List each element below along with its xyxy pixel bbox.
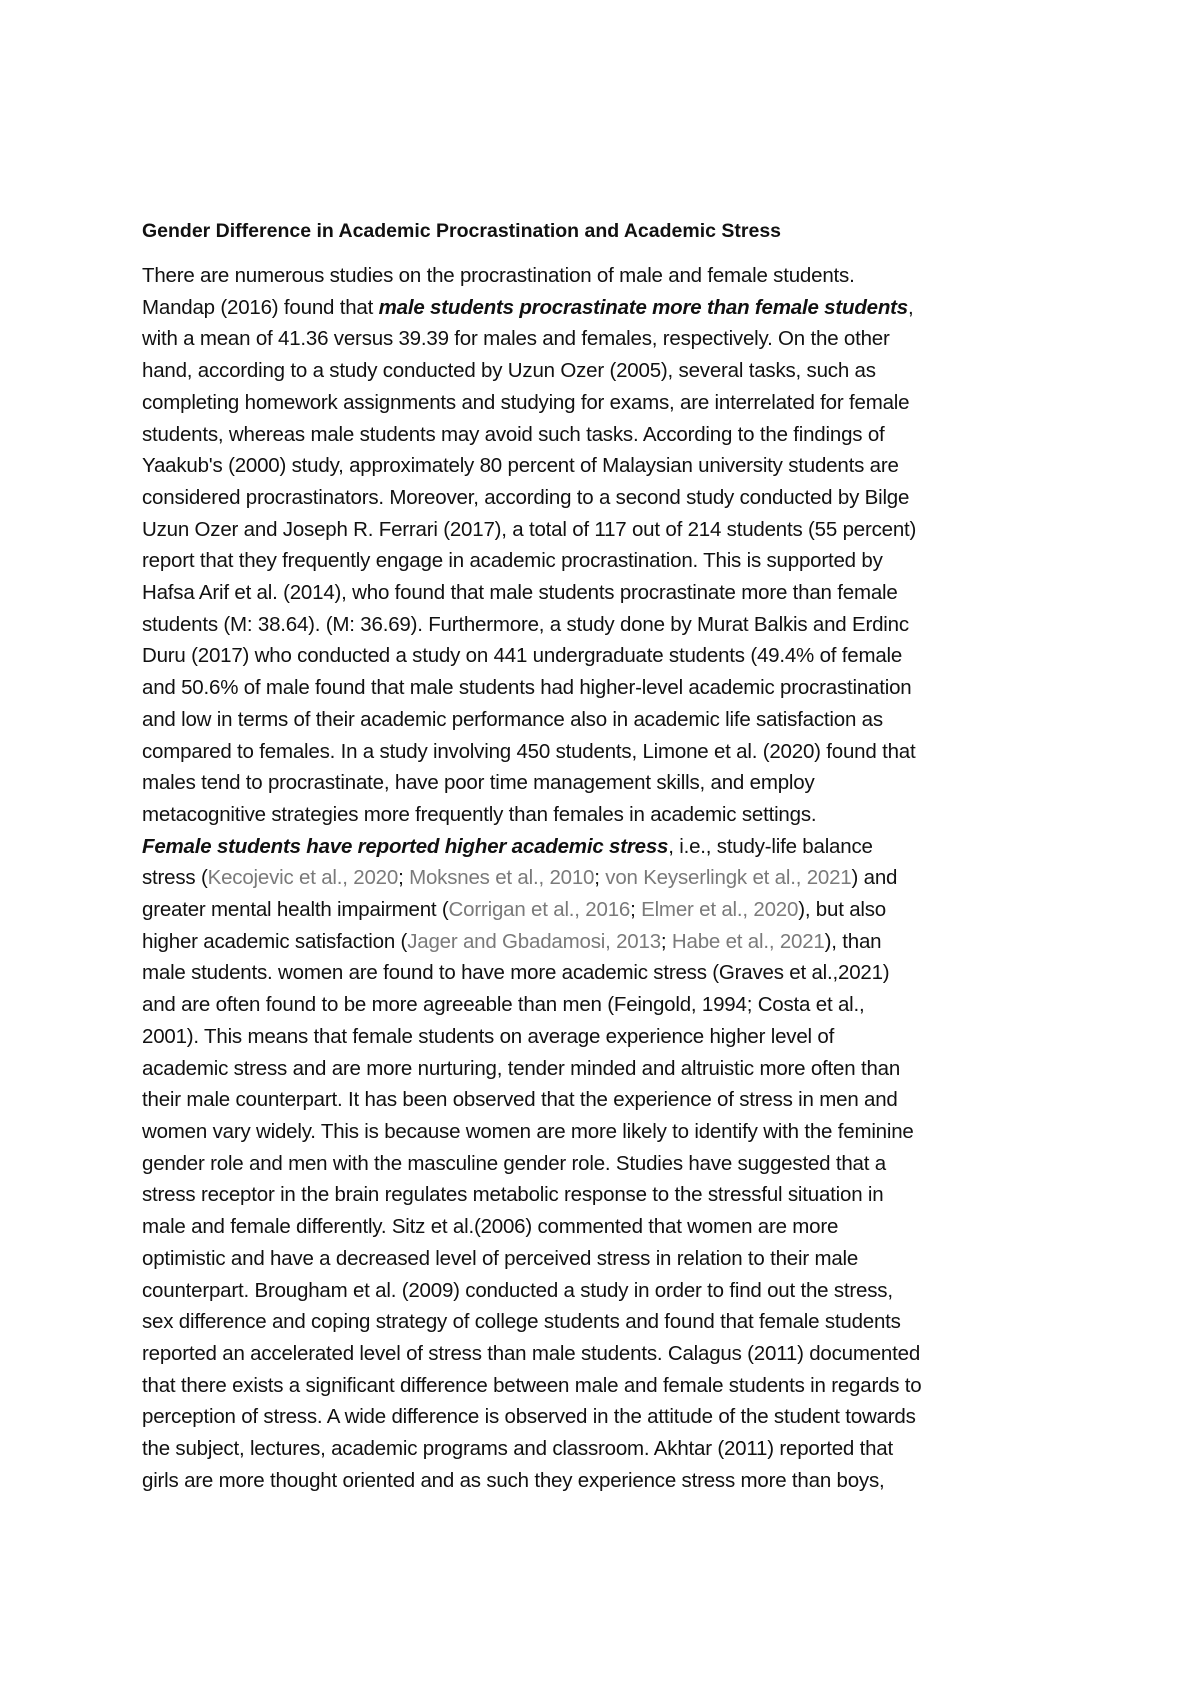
text-segment: academic stress and are more nurturing, tender minded and altruistic more often than (142, 1056, 901, 1080)
text-line (142, 355, 1082, 387)
text-line (142, 609, 1082, 641)
text-line (142, 1021, 1082, 1053)
text-segment: Hafsa Arif et al. (2014), who found that male students procrastinate more than female (142, 581, 898, 605)
text-line (142, 482, 1082, 514)
text-line (142, 1465, 1082, 1497)
citation-link: Habe et al., 2021 (671, 929, 825, 953)
text-line (142, 704, 1082, 736)
text-line (142, 1179, 1082, 1211)
text-line (142, 1338, 1082, 1370)
text-segment: ; (660, 929, 672, 953)
text-line (142, 640, 1082, 672)
text-segment: students, whereas male students may avoid such tasks. According to the findings of (142, 422, 885, 446)
text-segment: women vary widely. This is because women are more likely to identify with the feminine (142, 1119, 914, 1143)
text-segment: perception of stress. A wide difference is observed in the attitude of the student towards (142, 1405, 916, 1429)
text-segment: Uzun Ozer and Joseph R. Ferrari (2017), a total of 117 out of 214 students (55 percent) (142, 517, 917, 541)
text-line (142, 831, 1082, 863)
text-segment: ; (398, 866, 410, 890)
text-segment: ; (594, 866, 606, 890)
section-heading: Gender Difference in Academic Procrastination and Academic Stress (142, 220, 782, 242)
text-segment: ) and (851, 866, 898, 890)
text-segment: males tend to procrastinate, have poor time management skills, and employ (142, 771, 815, 795)
text-line (142, 767, 1082, 799)
text-segment: There are numerous studies on the procrastination of male and female students. (142, 264, 855, 287)
text-segment: girls are more thought oriented and as such they experience stress more than boys, (142, 1468, 885, 1492)
text-line (142, 989, 1082, 1021)
text-segment: 2001). This means that female students on average experience higher level of (142, 1024, 835, 1048)
text-segment: , (908, 295, 914, 319)
text-line (142, 672, 1082, 704)
emphasized-text: Female students have reported higher academic stress (142, 834, 669, 858)
text-segment: ; (630, 898, 642, 922)
citation-link: Moksnes et al., 2010 (409, 866, 595, 890)
text-segment: and 50.6% of male found that male students had higher-level academic procrastination (142, 676, 912, 700)
text-segment: gender role and men with the masculine gender role. Studies have suggested that a (142, 1151, 886, 1175)
text-segment: sex difference and coping strategy of college students and found that female students (142, 1310, 901, 1334)
text-segment: ), than (824, 929, 882, 953)
text-segment: that there exists a significant difference between male and female students in regards to (142, 1373, 922, 1397)
text-segment: optimistic and have a decreased level of perceived stress in relation to their male (142, 1246, 859, 1270)
text-segment: male and female differently. Sitz et al.(2006) commented that women are more (142, 1215, 839, 1239)
text-line (142, 799, 1082, 831)
text-line (142, 545, 1082, 577)
text-segment: with a mean of 41.36 versus 39.39 for males and females, respectively. On the other (142, 327, 890, 351)
citation-link: Kecojevic et al., 2020 (207, 866, 399, 890)
text-segment: stress ( (142, 866, 208, 890)
text-line (142, 260, 1082, 292)
text-line (142, 1275, 1082, 1307)
citation-link: Corrigan et al., 2016 (448, 898, 631, 922)
document-page (142, 218, 1082, 1496)
text-segment: metacognitive strategies more frequently than females in academic settings. (142, 802, 817, 826)
text-segment: completing homework assignments and studying for exams, are interrelated for female (142, 390, 910, 414)
text-line (142, 736, 1082, 768)
text-segment: male students. women are found to have more academic stress (Graves et al.,2021) (142, 961, 890, 985)
body-paragraph (142, 260, 1082, 1496)
text-line (142, 577, 1082, 609)
text-segment: considered procrastinators. Moreover, according to a second study conducted by Bilge (142, 485, 910, 509)
text-line (142, 387, 1082, 419)
text-segment: ), but also (798, 898, 887, 922)
text-segment: report that they frequently engage in academic procrastination. This is supported by (142, 549, 883, 573)
text-line (142, 957, 1082, 989)
text-line (142, 1401, 1082, 1433)
text-segment: reported an accelerated level of stress than male students. Calagus (2011) documented (142, 1341, 921, 1365)
text-line (142, 1433, 1082, 1465)
text-segment: Duru (2017) who conducted a study on 441 undergraduate students (49.4% of female (142, 644, 903, 668)
text-segment: and are often found to be more agreeable than men (Feingold, 1994; Costa et al., (142, 993, 865, 1017)
citation-link: von Keyserlingk et al., 2021 (605, 866, 852, 890)
citation-link: Elmer et al., 2020 (641, 898, 799, 922)
text-line (142, 323, 1082, 355)
text-line (142, 926, 1082, 958)
text-line (142, 450, 1082, 482)
text-line (142, 1116, 1082, 1148)
text-segment: counterpart. Brougham et al. (2009) conducted a study in order to find out the stress, (142, 1278, 893, 1302)
text-line (142, 514, 1082, 546)
text-line (142, 1306, 1082, 1338)
text-line (142, 1053, 1082, 1085)
text-line (142, 419, 1082, 451)
text-segment: and low in terms of their academic performance also in academic life satisfaction as (142, 707, 883, 731)
text-segment: the subject, lectures, academic programs and classroom. Akhtar (2011) reported that (142, 1437, 894, 1461)
text-line (142, 862, 1082, 894)
text-segment: hand, according to a study conducted by Uzun Ozer (2005), several tasks, such as (142, 359, 876, 383)
emphasized-text: male students procrastinate more than female students (378, 295, 909, 319)
citation-link: Jager and Gbadamosi, 2013 (407, 929, 661, 953)
text-segment: their male counterpart. It has been observed that the experience of stress in men and (142, 1088, 898, 1112)
text-segment: greater mental health impairment ( (142, 898, 449, 922)
text-segment: students (M: 38.64). (M: 36.69). Furthermore, a study done by Murat Balkis and Erdinc (142, 612, 909, 636)
text-segment: stress receptor in the brain regulates metabolic response to the stressful situation in (142, 1183, 884, 1207)
text-line (142, 1211, 1082, 1243)
text-segment: , i.e., study-life balance (668, 834, 873, 858)
text-line (142, 1243, 1082, 1275)
text-segment: Mandap (2016) found that (142, 295, 379, 319)
text-line (142, 1084, 1082, 1116)
text-segment: higher academic satisfaction ( (142, 929, 408, 953)
text-line (142, 292, 1082, 324)
text-line (142, 1370, 1082, 1402)
text-segment: Yaakub's (2000) study, approximately 80 percent of Malaysian university students are (142, 454, 899, 478)
text-line (142, 1148, 1082, 1180)
text-segment: compared to females. In a study involving 450 students, Limone et al. (2020) found that (142, 739, 916, 763)
text-line (142, 894, 1082, 926)
